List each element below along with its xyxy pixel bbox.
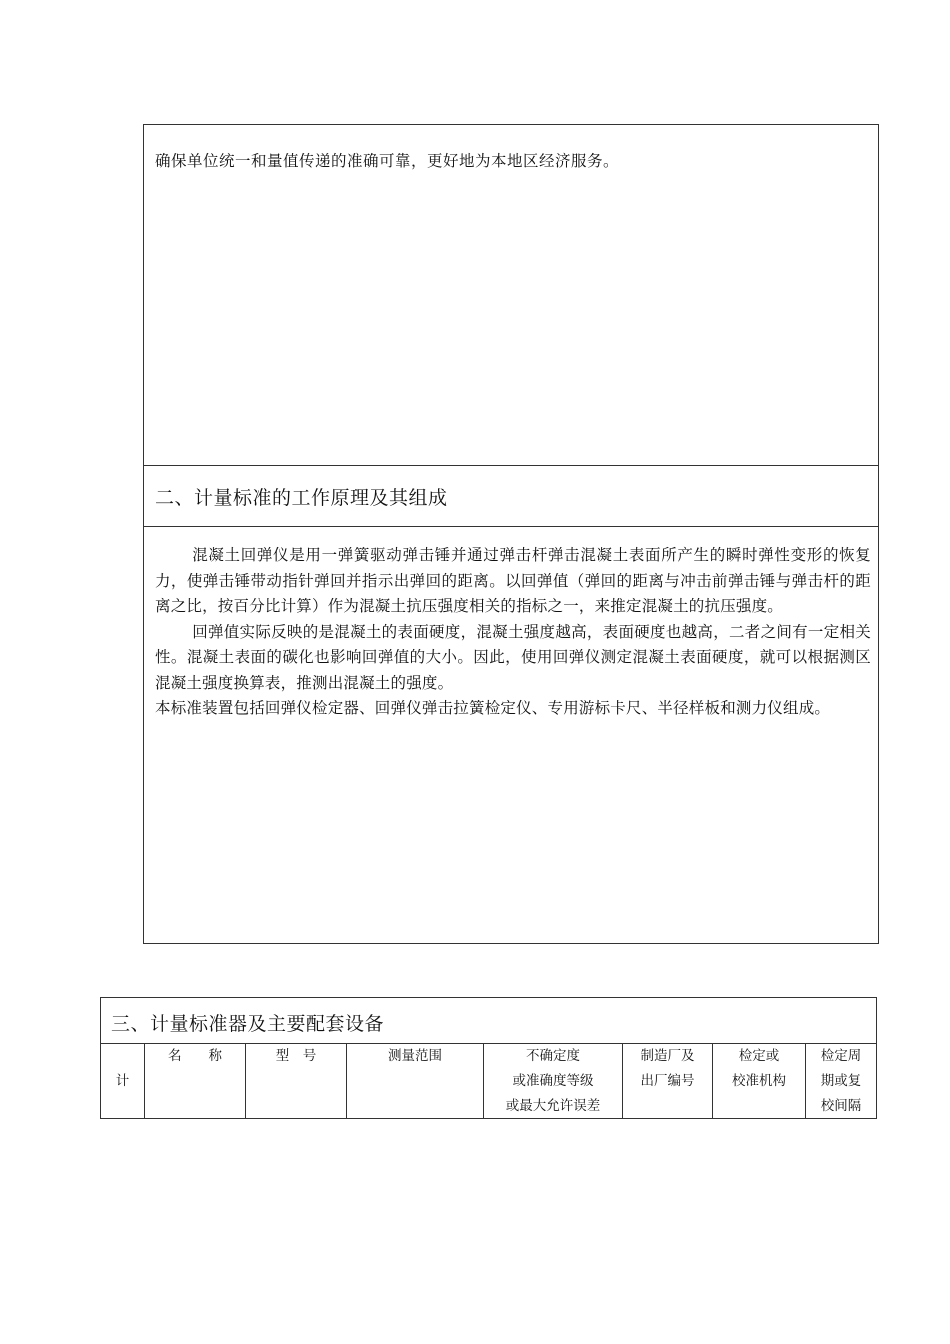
row-label-cell — [101, 1044, 144, 1118]
header-period-line-1: 检定周 — [820, 1048, 862, 1064]
header-model: 型 号 — [275, 1048, 317, 1064]
section2-body — [155, 543, 871, 722]
paragraph-2: 回弹值实际反映的是混凝土的表面硬度，混凝土强度越高，表面硬度也越高，二者之间有一定相关性。混凝土表面的碳化也影响回弹值的大小。因此，使用回弹仪测定混凝土表面硬度，就可以根据测区混凝土强度换算表，推测出混凝土的强度。 — [155, 622, 871, 692]
header-uncertainty-line-2: 或准确度等级 — [512, 1073, 594, 1089]
header-period-cell — [805, 1044, 876, 1118]
header-range-cell — [346, 1044, 483, 1118]
section2-header — [144, 465, 878, 527]
paragraph-1: 混凝土回弹仪是用一弹簧驱动弹击锤并通过弹击杆弹击混凝土表面所产生的瞬时弹性变形的恢复力，使弹击锤带动指针弹回并指示出弹回的距离。以回弹值（弹回的距离与冲击前弹击锤与弹击杆的距离之比，按百分比计算）作为混凝土抗压强度相关的指标之一，来推定混凝土的抗压强度。 — [155, 546, 871, 615]
header-manufacturer-cell — [622, 1044, 712, 1118]
paragraph-3: 本标准装置包括回弹仪检定器、回弹仪弹击拉簧检定仪、专用游标卡尺、半径样板和测力仪组成。 — [155, 699, 831, 717]
section1-box — [143, 124, 879, 944]
header-manufacturer-line-2: 出厂编号 — [640, 1073, 695, 1089]
header-model-cell — [245, 1044, 346, 1118]
header-institution-line-2: 校准机构 — [732, 1073, 786, 1089]
header-period-line-2: 期或复 — [820, 1073, 862, 1089]
section3-title: 三、计量标准器及主要配套设备 — [111, 1013, 385, 1035]
header-uncertainty-cell — [483, 1044, 622, 1118]
section2-title: 二、计量标准的工作原理及其组成 — [155, 487, 448, 509]
section3-table — [100, 997, 877, 1119]
header-range: 测量范围 — [388, 1048, 442, 1064]
header-name: 名 称 — [168, 1048, 222, 1064]
continuation-text: 确保单位统一和量值传递的准确可靠，更好地为本地区经济服务。 — [155, 152, 620, 170]
header-name-cell — [144, 1044, 245, 1118]
header-manufacturer-line-1: 制造厂及 — [640, 1048, 695, 1064]
header-uncertainty-line-3: 或最大允许误差 — [505, 1098, 601, 1114]
header-institution-cell — [712, 1044, 805, 1118]
header-institution-line-1: 检定或 — [738, 1048, 780, 1064]
header-period-line-3: 校间隔 — [820, 1098, 862, 1114]
section3-header — [101, 998, 876, 1044]
row-label: 计 — [115, 1073, 130, 1089]
header-uncertainty-line-1: 不确定度 — [526, 1048, 580, 1064]
